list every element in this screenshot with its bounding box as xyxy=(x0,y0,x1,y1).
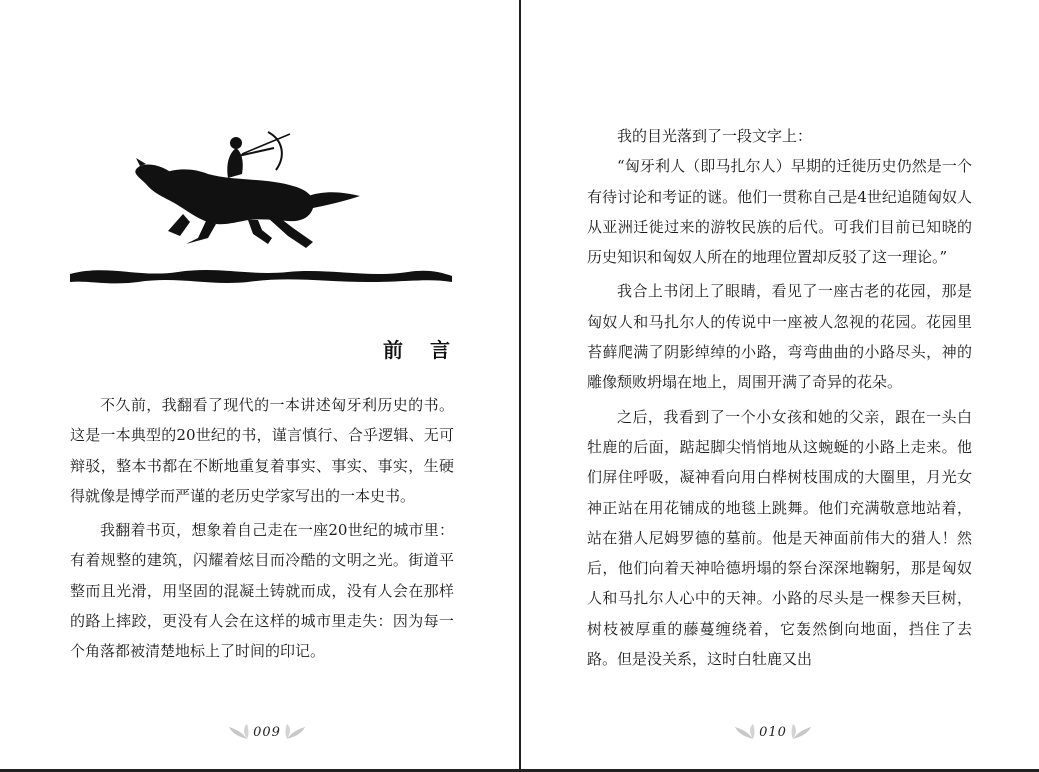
left-body-text xyxy=(70,390,454,667)
page-number: 010 xyxy=(759,724,787,740)
right-page xyxy=(521,0,1039,770)
paragraph: 我翻着书页，想象着自己走在一座20世纪的城市里：有着规整的建筑，闪耀着炫目而冷酷的文明之光。街道平整而且光滑，用坚固的混凝土铸就而成，没有人会在那样的路上摔跤，更没有人会在这样的城市里走失：因为每一个角落都被清楚地标上了时间的印记。 xyxy=(70,521,454,661)
paragraph: 不久前，我翻看了现代的一本讲述匈牙利历史的书。这是一本典型的20世纪的书，谨言慎行、合乎逻辑、无可辩驳，整本书都在不断地重复着事实、事实、事实，生硬得就像是博学而严谨的老历史学家写出的一本史书。 xyxy=(70,396,454,505)
page-number: 009 xyxy=(253,724,281,740)
right-body-text xyxy=(587,121,972,674)
chapter-title: 前 言 xyxy=(383,338,460,362)
leaf-ornament-icon xyxy=(285,723,307,741)
paragraph: 我的目光落到了一段文字上： xyxy=(617,127,813,145)
horse-archer-icon xyxy=(68,126,454,286)
leaf-ornament-icon xyxy=(733,723,755,741)
paragraph: 我合上书闭上了眼睛，看见了一座古老的花园，那是匈奴人和马扎尔人的传说中一座被人忽视的花园。花园里苔藓爬满了阴影绰绰的小路，弯弯曲曲的小路尽头，神的雕像颓败坍塌在地上，周围开满了奇异的花朵。 xyxy=(587,282,972,392)
leaf-ornament-icon xyxy=(227,723,249,741)
page-number-left xyxy=(222,720,312,744)
page-number-right xyxy=(728,720,818,744)
paragraph: 之后，我看到了一个小女孩和她的父亲，跟在一头白牡鹿的后面，踮起脚尖悄悄地从这蜿蜒的小路上走来。他们屏住呼吸，凝神看向用白桦树枝围成的大圈里，月光女神正站在用花铺成的地毯上跳舞。他们充满敬意地站着，站在猎人尼姆罗德的墓前。他是天神面前伟大的猎人！然后，他们向着天神哈德坍塌的祭台深深地鞠躬，那是匈奴人和马扎尔人心中的天神。小路的尽头是一棵参天巨树，树枝被厚重的藤蔓缠绕着，它轰然倒向地面，挡住了去路。但是没关系，这时白牡鹿又出 xyxy=(587,407,972,669)
left-page xyxy=(0,0,519,770)
paragraph: “匈牙利人（即马扎尔人）早期的迁徙历史仍然是一个有待讨论和考证的谜。他们一贯称自己是4世纪追随匈奴人从亚洲迁徙过来的游牧民族的后代。可我们目前已知晓的历史知识和匈奴人所在的地理位置却反驳了这一理论。” xyxy=(587,157,972,267)
leaf-ornament-icon xyxy=(791,723,813,741)
